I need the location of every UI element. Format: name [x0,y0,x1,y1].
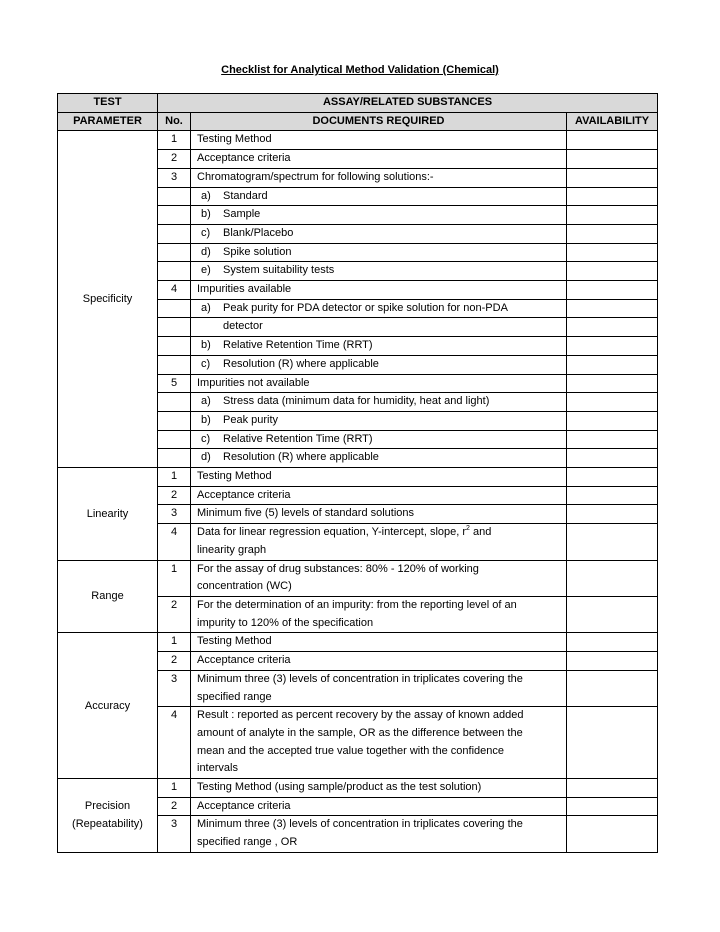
availability-cell[interactable] [567,816,658,852]
row-doc: Testing Method [191,131,567,150]
availability-cell[interactable] [567,449,658,468]
row-doc: Result : reported as percent recovery by the assay of known added [191,707,567,725]
availability-cell[interactable] [567,281,658,300]
row-doc-continued: amount of analyte in the sample, OR as the difference between the [191,725,567,743]
availability-cell[interactable] [567,168,658,187]
document-title: Checklist for Analytical Method Validation (Chemical) [221,64,499,76]
row-no: 1 [158,779,191,798]
row-doc [191,449,567,468]
header-documents-required: DOCUMENTS REQUIRED [191,112,567,131]
row-no [158,224,191,243]
table-row [58,560,658,578]
row-no: 2 [158,150,191,169]
header-availability: AVAILABILITY [567,112,658,131]
sub-marker: c) [201,226,211,239]
row-no [158,393,191,412]
sub-text: System suitability tests [223,264,335,277]
row-doc-continued: mean and the accepted true value together with the confidence [191,743,567,761]
row-doc: Testing Method [191,468,567,487]
row-no [158,243,191,262]
availability-cell[interactable] [567,393,658,412]
superscript: 2 [466,525,470,533]
availability-cell[interactable] [567,524,658,560]
row-doc: Acceptance criteria [191,486,567,505]
availability-cell[interactable] [567,187,658,206]
availability-cell[interactable] [567,486,658,505]
row-doc [191,430,567,449]
availability-cell[interactable] [567,243,658,262]
sub-marker: a) [201,395,211,408]
availability-cell[interactable] [567,131,658,150]
sub-text: Peak purity [223,413,279,426]
row-no: 2 [158,652,191,671]
availability-cell[interactable] [567,355,658,374]
availability-cell[interactable] [567,318,658,337]
availability-cell[interactable] [567,430,658,449]
row-doc [191,243,567,262]
availability-cell[interactable] [567,206,658,225]
row-doc: Testing Method [191,633,567,652]
row-no: 3 [158,168,191,187]
row-no [158,449,191,468]
row-no: 1 [158,560,191,596]
availability-cell[interactable] [567,150,658,169]
table-row [58,468,658,487]
doc-text: Data for linear regression equation, Y-intercept, slope, r [197,526,467,539]
sub-text: Sample [223,208,261,221]
table-row [58,633,658,652]
sub-marker: e) [201,264,211,277]
sub-text: Peak purity for PDA detector or spike solution for non-PDA [223,301,508,314]
row-doc [191,411,567,430]
row-doc [191,262,567,281]
row-doc: For the determination of an impurity: from the reporting level of an [191,596,567,614]
row-no [158,355,191,374]
row-no: 1 [158,633,191,652]
row-no: 3 [158,816,191,852]
row-doc-continued: specified range , OR [191,834,567,852]
row-doc [191,299,567,318]
sub-text: Relative Retention Time (RRT) [223,339,373,352]
row-doc: Acceptance criteria [191,652,567,671]
row-doc [191,224,567,243]
row-no [158,262,191,281]
row-doc: Acceptance criteria [191,797,567,816]
availability-cell[interactable] [567,374,658,393]
row-no: 2 [158,596,191,632]
header-no: No. [158,112,191,131]
availability-cell[interactable] [567,560,658,596]
table-row [58,131,658,150]
sub-marker: d) [201,245,211,258]
sub-text: Standard [223,189,268,202]
row-doc [191,206,567,225]
row-doc [191,524,567,542]
param-linearity: Linearity [58,468,158,561]
row-doc [191,393,567,412]
row-doc: Impurities available [191,281,567,300]
row-no: 1 [158,468,191,487]
row-doc: Acceptance criteria [191,150,567,169]
row-no: 4 [158,281,191,300]
sub-text: Spike solution [223,245,292,258]
doc-text: and [469,526,492,539]
sub-text: Resolution (R) where applicable [223,357,379,370]
availability-cell[interactable] [567,797,658,816]
row-no [158,299,191,318]
sub-marker: b) [201,413,211,426]
sub-marker: c) [201,432,211,445]
row-doc: Impurities not available [191,374,567,393]
availability-cell[interactable] [567,779,658,798]
availability-cell[interactable] [567,596,658,632]
validation-checklist-table [57,93,658,853]
table-row [58,779,658,798]
header-row-1 [58,94,658,113]
availability-cell[interactable] [567,337,658,356]
row-doc [191,187,567,206]
row-doc: Minimum five (5) levels of standard solutions [191,505,567,524]
availability-cell[interactable] [567,262,658,281]
row-no [158,430,191,449]
row-no: 2 [158,797,191,816]
availability-cell[interactable] [567,633,658,652]
availability-cell[interactable] [567,707,658,779]
sub-marker: b) [201,208,211,221]
row-no: 2 [158,486,191,505]
row-no: 4 [158,707,191,779]
sub-marker: a) [201,189,211,202]
availability-cell[interactable] [567,652,658,671]
availability-cell[interactable] [567,411,658,430]
row-doc: Testing Method (using sample/product as the test solution) [191,779,567,798]
availability-cell[interactable] [567,299,658,318]
row-doc-continued: linearity graph [191,542,567,560]
sub-text: Stress data (minimum data for humidity, heat and light) [223,395,490,408]
row-no: 4 [158,524,191,560]
sub-text: Resolution (R) where applicable [223,451,379,464]
header-assay: ASSAY/RELATED SUBSTANCES [158,94,658,113]
header-test: TEST [58,94,158,113]
row-doc: Minimum three (3) levels of concentration in triplicates covering the [191,816,567,834]
param-accuracy: Accuracy [58,633,158,779]
header-parameter: PARAMETER [58,112,158,131]
availability-cell[interactable] [567,670,658,706]
param-precision-line1: Precision [84,800,131,813]
param-precision [58,779,158,853]
row-doc: Chromatogram/spectrum for following solutions:- [191,168,567,187]
row-doc [191,355,567,374]
row-doc [191,318,567,337]
sub-marker: c) [201,357,211,370]
row-doc-continued: specified range [191,689,567,707]
sub-marker: a) [201,301,211,314]
row-doc: For the assay of drug substances: 80% - 120% of working [191,560,567,578]
sub-text: Relative Retention Time (RRT) [223,432,373,445]
row-no: 3 [158,505,191,524]
row-no: 1 [158,131,191,150]
availability-cell[interactable] [567,224,658,243]
header-row-2 [58,112,658,131]
param-range: Range [58,560,158,633]
param-precision-line2: (Repeatability) [72,818,143,831]
row-no [158,318,191,337]
row-doc-continued: intervals [191,760,567,778]
sub-marker: b) [201,339,211,352]
row-no [158,337,191,356]
param-specificity: Specificity [58,131,158,468]
row-no [158,206,191,225]
availability-cell[interactable] [567,468,658,487]
availability-cell[interactable] [567,505,658,524]
row-no [158,411,191,430]
row-doc [191,337,567,356]
sub-text: Blank/Placebo [223,226,294,239]
sub-text-continued: detector [223,320,263,333]
row-no: 5 [158,374,191,393]
row-doc-continued: concentration (WC) [191,578,567,596]
row-no: 3 [158,670,191,706]
sub-marker: d) [201,451,211,464]
row-doc-continued: impurity to 120% of the specification [191,615,567,633]
row-doc: Minimum three (3) levels of concentration in triplicates covering the [191,670,567,688]
row-no [158,187,191,206]
